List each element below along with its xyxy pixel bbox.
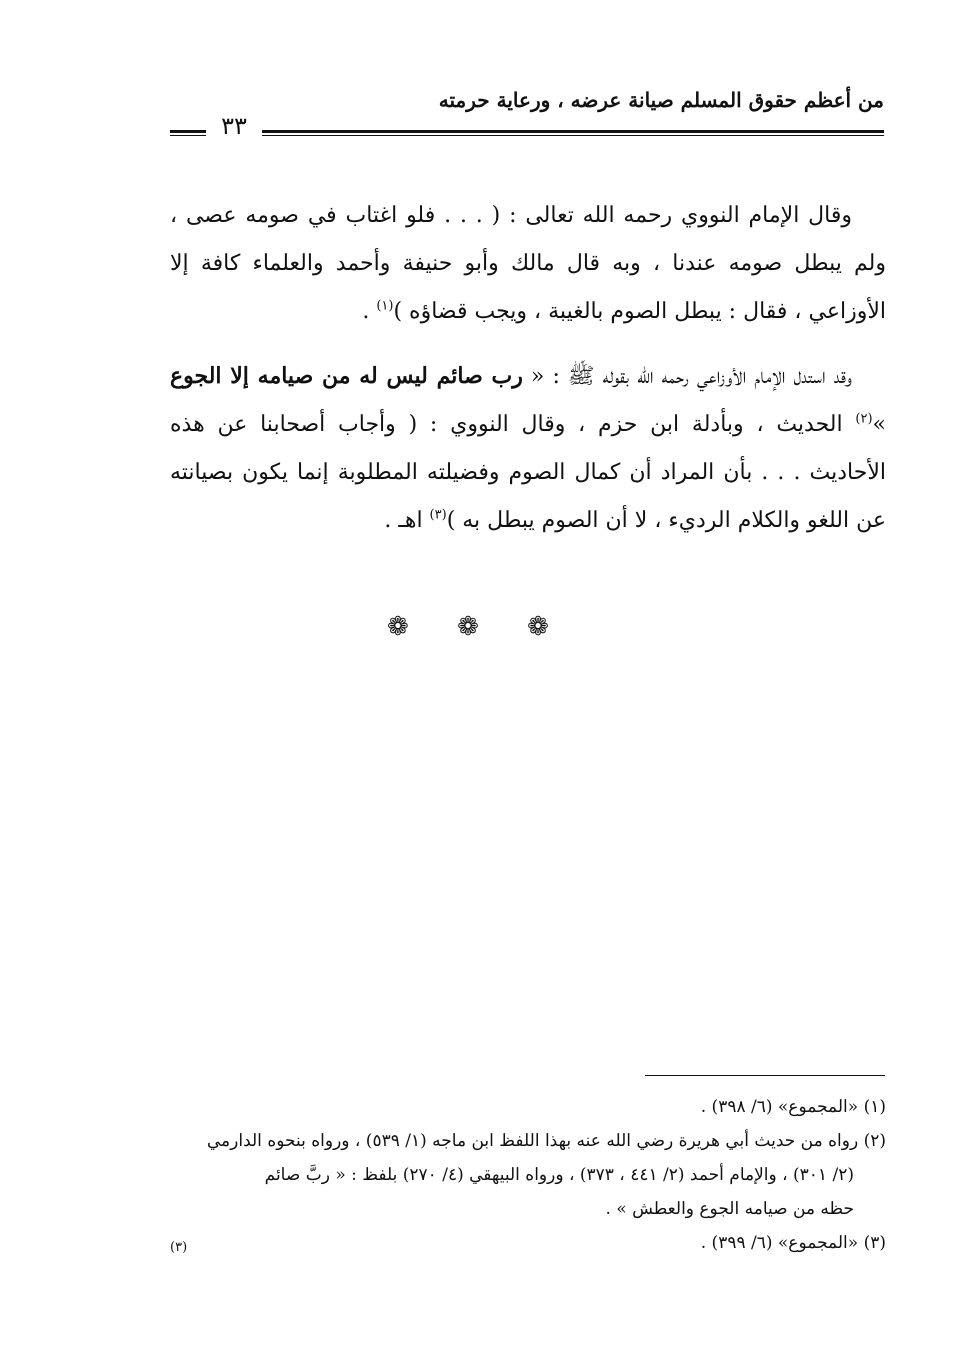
paragraph-1-text: وقال الإمام النووي رحمه الله تعالى : ( . . . فلو اغتاب في صومه عصى ، ولم يبطل صومه عندنا ، وبه قال مالك وأبو حنيفة وأحمد والعلماء كافة إلا الأوزاعي ، فقال : يبطل الصوم بالغيبة ، ويجب قضاؤه )	[170, 203, 886, 324]
footnote-rule	[645, 1075, 885, 1076]
footnote-3: (٣) «المجموع» (٦/ ٣٩٩) .	[700, 1233, 886, 1253]
footnote-2-line-3: حظه من صيامه الجوع والعطش » .	[605, 1199, 854, 1219]
paragraph-2-tail: اهـ .	[384, 508, 430, 533]
hadith-quote: رب صائم ليس له من صيامه إلا الجوع	[170, 363, 523, 389]
running-header-title: من أعظم حقوق المسلم صيانة عرضه ، ورعاية حرمته	[438, 88, 884, 112]
signature-mark: (٣)	[170, 1240, 188, 1255]
paragraph-1-tail: .	[362, 299, 377, 324]
page-number: ٣٣	[221, 112, 247, 140]
footnote-ref-3: (٣)	[429, 507, 447, 523]
footnote-2-line-2: (٢/ ٣٠١) ، والإمام أحمد (٢/ ٤٤١ ، ٣٧٣) ، ورواه البيهقي (٤/ ٢٧٠) بلفظ : « ربَّ صائم	[264, 1165, 854, 1185]
footnotes	[170, 1090, 886, 1260]
paragraph-2-part2: »	[872, 412, 886, 437]
footnote-1: (١) «المجموع» (٦/ ٣٩٨) .	[700, 1097, 886, 1117]
footnote-ref-1: (١)	[376, 298, 394, 314]
main-text	[170, 192, 886, 561]
footnote-2-line-1: (٢) رواه من حديث أبي هريرة رضي الله عنه بهذا اللفظ ابن ماجه (١/ ٥٣٩) ، ورواه بنحوه الدارمي	[206, 1131, 886, 1151]
header-rule-short	[170, 130, 206, 136]
section-separator-ornaments: ❁ ❁ ❁	[387, 612, 569, 642]
paragraph-2-part3: الحديث ، وبأدلة ابن حزم ، وقال النووي : ( وأجاب أصحابنا عن هذه الأحاديث . . . بأن المراد أن كمال الصوم وفضيلته المطلوبة إنما يكون بصيانته عن اللغو والكلام الرديء ، لا أن الصوم يبطل به )	[170, 412, 886, 533]
paragraph-2-part1: وقد استدل الإمام الأوزاعي رحمه الله بقوله ﷺ : «	[522, 364, 852, 389]
paragraph-1	[170, 192, 886, 336]
header-rule	[262, 130, 884, 136]
footnote-ref-2: (٢)	[855, 411, 873, 427]
paragraph-2	[170, 352, 886, 545]
